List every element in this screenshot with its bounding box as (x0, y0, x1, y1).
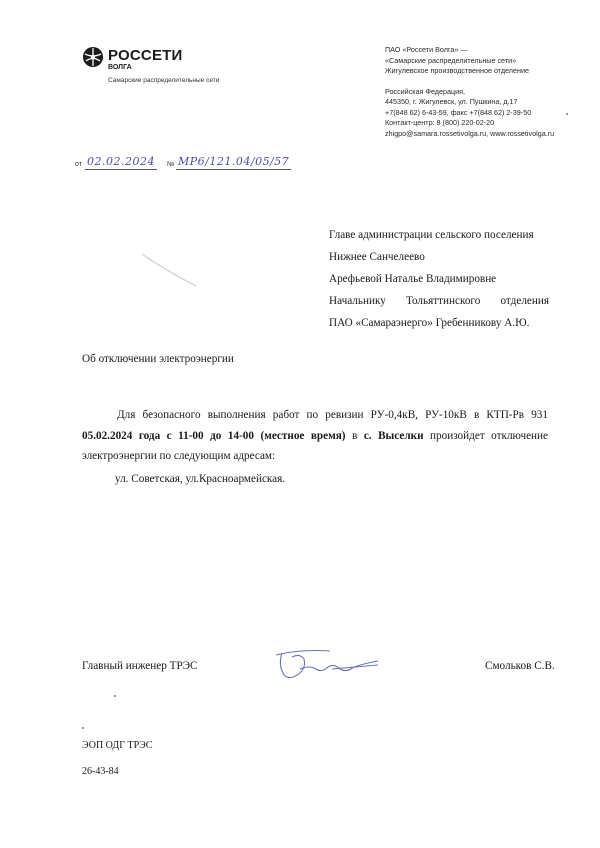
rosseti-logo-icon (82, 46, 104, 68)
scan-mark (140, 250, 200, 290)
scan-speck (114, 695, 116, 697)
recipient-line: Главе администрации сельского поселения (329, 229, 534, 241)
body-text: в (345, 429, 364, 442)
reference-line (75, 150, 295, 180)
organization-info (385, 45, 595, 139)
body-text: произойдет отключение электроэнергии по следующим адресам: (82, 429, 548, 462)
signer-position: Главный инженер ТРЭС (82, 660, 198, 672)
date-label: от (75, 161, 82, 168)
letter-body (82, 405, 548, 467)
letter-subject: Об отключении электроэнергии (82, 353, 234, 365)
handwritten-number: МР6/121.04/05/57 (178, 155, 290, 168)
recipient-line: Арефьевой Наталье Владимировне (329, 273, 497, 285)
contact-line: zhigpo@samara.rossetivolga.ru, www.rossetivolga.ru (385, 128, 555, 138)
recipient-line: ПАО «Самараэнерго» Гребенникову А.Ю. (329, 317, 530, 329)
logo-brand: РОССЕТИ (108, 47, 183, 64)
org-line: Жигулевское производственное отделение (385, 66, 529, 75)
org-line: «Самарские распределительные сети» (385, 55, 517, 65)
scan-speck (566, 113, 568, 115)
recipient-line: Нижнее Санчелеево (329, 251, 425, 263)
org-line: ПАО «Россети Волга» — (385, 45, 468, 54)
company-logo (82, 44, 232, 90)
logo-region: ВОЛГА (108, 64, 132, 71)
contact-line: Российская Федерация, (385, 86, 465, 96)
recipient-line: Начальнику Тольяттинского отделения (329, 295, 549, 307)
number-label: № (167, 161, 175, 168)
scan-speck (82, 727, 84, 729)
executor-phone: 26-43-84 (82, 766, 119, 777)
signer-name: Смольков С.В. (485, 660, 555, 672)
body-text: Для безопасного выполнения работ по ревизии РУ-0,4кВ, РУ-10кВ в КТП-Рв 931 (117, 409, 548, 421)
recipient-block (329, 224, 549, 334)
handwritten-signature (270, 645, 390, 685)
handwritten-date: 02.02.2024 (87, 155, 155, 168)
logo-subtitle: Самарские распределительные сети (108, 77, 220, 84)
executor-department: ЭОП ОДГ ТРЭС (82, 740, 153, 751)
outage-time: 05.02.2024 года с 11-00 до 14-00 (местное время) (82, 429, 346, 442)
contact-line: Контакт-центр: 8 (800) 220-02-20 (385, 118, 495, 127)
body-paragraph (82, 405, 548, 467)
contact-line: 445350, г. Жигулевск, ул. Пушкина, д.17 (385, 97, 518, 106)
contact-line: +7(848 62) 6-43-59, факс +7(848 62) 2-39-50 (385, 107, 532, 117)
address-list: ул. Советская, ул.Красноармейская. (115, 473, 286, 485)
outage-location: с. Выселки (363, 429, 424, 442)
